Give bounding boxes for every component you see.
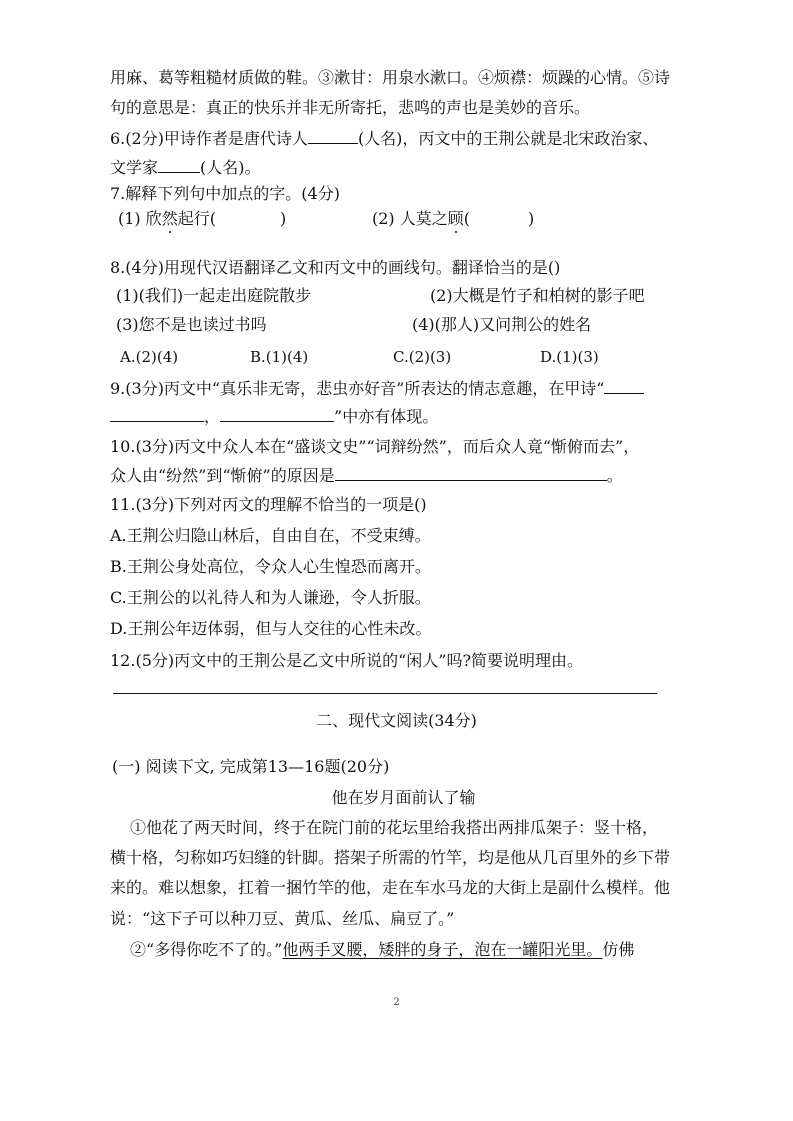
q8-option-a[interactable]: A.(2)(4) — [120, 348, 179, 366]
question-9-comma: ， — [204, 407, 221, 426]
question-9-line-1 — [110, 378, 644, 400]
annotation-line-1: 用麻、葛等粗糙材质做的鞋。③漱甘：用泉水漱口。④烦襟：烦躁的心情。⑤诗 — [110, 68, 671, 87]
section-2-heading: 二、现代文阅读(34分) — [316, 711, 477, 730]
paragraph-1-line-4: 说：“这下子可以种刀豆、黄瓜、丝瓜、扁豆了。” — [110, 909, 455, 928]
q7-item1-close: ) — [280, 209, 287, 228]
q8-option-b[interactable]: B.(1)(4) — [250, 348, 309, 366]
question-10-line-1: 10.(3分)丙文中众人本在“盛谈文史”“词辩纷然”，而后众人竟“惭俯而去”， — [110, 437, 640, 456]
question-6-text-b: (人名)，丙文中的王荆公就是北宋政治家、 — [357, 129, 659, 148]
q8-translation-1: (1)(我们)一起走出庭院散步 — [116, 286, 312, 305]
answer-line-12[interactable] — [113, 693, 657, 694]
question-10-line-2 — [110, 465, 623, 487]
paragraph-1-line-3: 来的。难以想象，扛着一捆竹竿的他，走在车水马龙的大街上是副什么模样。他 — [110, 878, 671, 897]
q8-translation-3: (3)您不是也读过书吗 — [116, 315, 267, 334]
question-9-text-a: 9.(3分)丙文中“真乐非无寄，悲虫亦好音”所表达的情志意趣，在甲诗“ — [110, 379, 605, 398]
q7-item2-mid: ( — [463, 209, 471, 228]
q8-option-c[interactable]: C.(2)(3) — [393, 348, 452, 366]
q11-option-d[interactable]: D.王荆公年迈体弱，但与人交往的心性未改。 — [110, 619, 432, 638]
q11-option-b[interactable]: B.王荆公身处高位，令众人心生惶恐而离开。 — [110, 557, 431, 576]
question-6-line-1 — [110, 128, 658, 150]
question-7-item-1 — [118, 208, 286, 230]
q8-option-d[interactable]: D.(1)(3) — [540, 348, 599, 366]
question-6-text-d: (人名)。 — [200, 158, 261, 177]
q7-item1-prefix: (1) 欣 — [118, 209, 162, 228]
paragraph-2-line-1 — [130, 939, 634, 961]
paragraph-2-underlined-sentence: 他两手叉腰，矮胖的身子，泡在一罐阳光里。 — [282, 940, 603, 959]
q11-option-a[interactable]: A.王荆公归隐山林后，自由自在，不受束缚。 — [110, 526, 431, 545]
question-8: 8.(4分)用现代汉语翻译乙文和丙文中的画线句。翻译恰当的是() — [110, 258, 561, 277]
question-9-text-c: ”中亦有体现。 — [334, 407, 439, 426]
q7-item2-close: ) — [528, 209, 535, 228]
subsection-1-heading: (一) 阅读下文, 完成第13—16题(20分) — [112, 757, 390, 776]
q7-dotted-char-2: 顾 — [447, 209, 464, 228]
question-6-line-2 — [110, 157, 261, 179]
q11-option-c[interactable]: C.王荆公的以礼待人和为人谦逊，令人折服。 — [110, 588, 431, 607]
answer-blank-9a[interactable] — [604, 379, 644, 394]
answer-blank-9b[interactable] — [110, 407, 204, 422]
paragraph-2-tail: 仿佛 — [602, 940, 635, 959]
q7-item1-mid: 起行( — [177, 209, 217, 228]
paragraph-1-line-2: 横十格，匀称如巧妇缝的针脚。搭架子所需的竹竿，均是他从几百里外的乡下带 — [110, 848, 671, 867]
answer-blank-6b[interactable] — [158, 158, 200, 173]
question-11: 11.(3分)下列对丙文的理解不恰当的一项是() — [110, 495, 427, 514]
q7-dotted-char-1: 然 — [161, 209, 178, 228]
paragraph-1-line-1: ①他花了两天时间，终于在院门前的花坛里给我搭出两排瓜架子：竖十格， — [130, 818, 659, 837]
question-6-text-a: 6.(2分)甲诗作者是唐代诗人 — [110, 129, 308, 148]
question-10-text-c: 。 — [606, 466, 623, 485]
annotation-line-2: 句的意思是：真正的快乐并非无所寄托，悲鸣的声也是美妙的音乐。 — [110, 98, 591, 117]
answer-blank-9c[interactable] — [220, 407, 334, 422]
paragraph-2-quote: ②“多得你吃不了的。” — [130, 940, 283, 959]
question-9-line-2 — [110, 406, 438, 428]
page-number: 2 — [393, 997, 400, 1008]
question-7: 7.解释下列句中加点的字。(4分) — [110, 184, 340, 203]
question-6-text-c: 文学家 — [110, 158, 159, 177]
q8-translation-4: (4)(那人)又问荆公的姓名 — [412, 315, 592, 334]
article-title: 他在岁月面前认了输 — [331, 788, 476, 807]
q8-translation-2: (2)大概是竹子和柏树的影子吧 — [430, 286, 645, 305]
question-12: 12.(5分)丙文中的王荆公是乙文中所说的“闲人”吗?简要说明理由。 — [110, 651, 584, 670]
answer-blank-10[interactable] — [335, 466, 607, 481]
q7-item2-prefix: (2) 人莫之 — [372, 209, 448, 228]
question-7-item-2 — [372, 208, 534, 230]
answer-blank-6a[interactable] — [308, 129, 358, 144]
question-10-text-b: 众人由“纷然”到“惭俯”的原因是 — [110, 466, 335, 485]
